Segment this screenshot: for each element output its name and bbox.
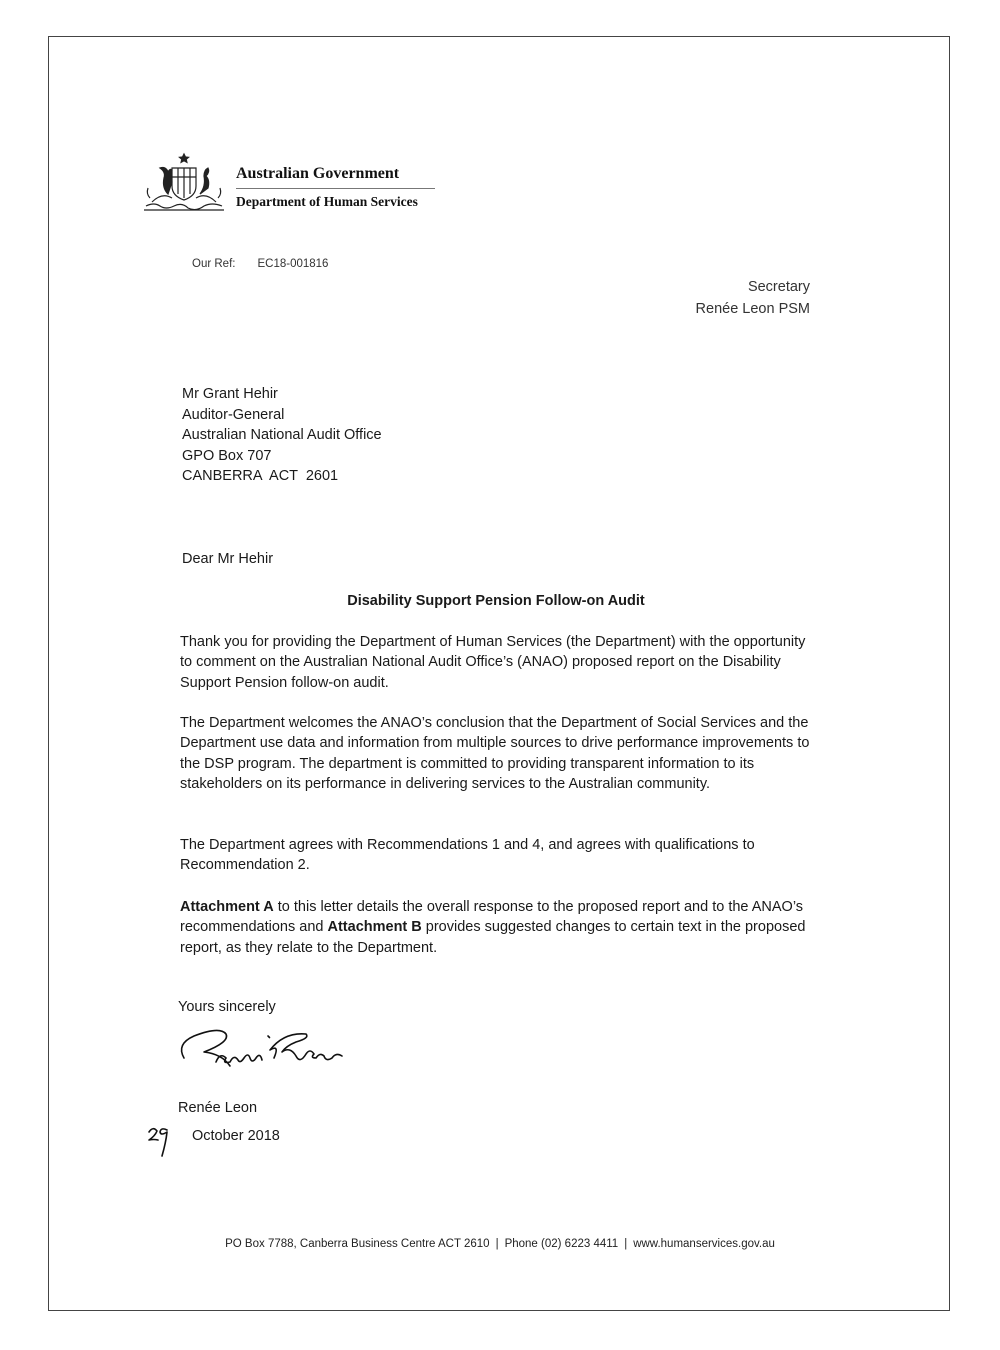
- coat-of-arms-logo: [138, 150, 230, 216]
- recipient-line: Auditor-General: [182, 406, 285, 423]
- letter-date: October 2018: [192, 1128, 280, 1144]
- attachment-a-label: Attachment A: [180, 899, 274, 915]
- sender-name: Renée Leon PSM: [695, 301, 810, 317]
- handwritten-signature: [170, 1018, 405, 1078]
- recipient-line: CANBERRA ACT 2601: [182, 468, 339, 484]
- footer-separator: |: [624, 1238, 628, 1250]
- body-paragraph-1: Thank you for providing the Department of Human Services (the Department) with the opportunity to comment on the Australian National Audit Office’s (ANAO) proposed report on the Disability Support Pension follow-on audit.: [180, 634, 806, 691]
- sender-title: Secretary: [747, 279, 810, 295]
- subject-heading: Disability Support Pension Follow-on Audit: [347, 593, 645, 609]
- attachment-b-label: Attachment B: [327, 919, 422, 936]
- salutation: Dear Mr Hehir: [182, 551, 274, 567]
- letterhead-department: Department of Human Services: [236, 194, 418, 209]
- footer-separator: |: [495, 1238, 499, 1250]
- recipient-address: [182, 384, 382, 487]
- body-paragraph-4: [180, 897, 820, 958]
- paragraph-4-text-2: provides suggested changes to certain text in the proposed report, as they relate to the Department.: [180, 919, 806, 956]
- footer-address: PO Box 7788, Canberra Business Centre ACT 2610: [225, 1238, 490, 1250]
- footer: [0, 1238, 1000, 1250]
- footer-website[interactable]: www.humanservices.gov.au: [633, 1238, 775, 1250]
- recipient-line: GPO Box 707: [182, 447, 272, 464]
- letterhead-divider: [236, 188, 435, 189]
- paragraph-4-text-1: to this letter details the overall response to the proposed report and to the ANAO’s recommendations and: [180, 899, 804, 936]
- recipient-line: Australian National Audit Office: [182, 427, 382, 443]
- closing: Yours sincerely: [178, 999, 276, 1015]
- footer-phone: Phone (02) 6223 4411: [504, 1238, 619, 1250]
- sender-block: [696, 276, 810, 320]
- recipient-line: Mr Grant Hehir: [182, 386, 278, 402]
- signatory-name: Renée Leon: [178, 1100, 258, 1116]
- body-paragraph-2: The Department welcomes the ANAO’s conclusion that the Department of Social Services and the Department use data and information from multiple sources to drive performance improvements to the DSP program. The department is committed to providing transparent information to its stakeholders on its performance in delivering services to the Australian community.: [180, 715, 810, 792]
- reference-line: [192, 258, 328, 270]
- handwritten-date-day: [146, 1124, 170, 1158]
- body-paragraph-3: The Department agrees with Recommendations 1 and 4, and agrees with qualifications to Recommendation 2.: [180, 837, 755, 874]
- reference-label: Our Ref:: [192, 258, 236, 270]
- letterhead-government: Australian Government: [236, 165, 400, 182]
- reference-value: EC18-001816: [257, 258, 329, 270]
